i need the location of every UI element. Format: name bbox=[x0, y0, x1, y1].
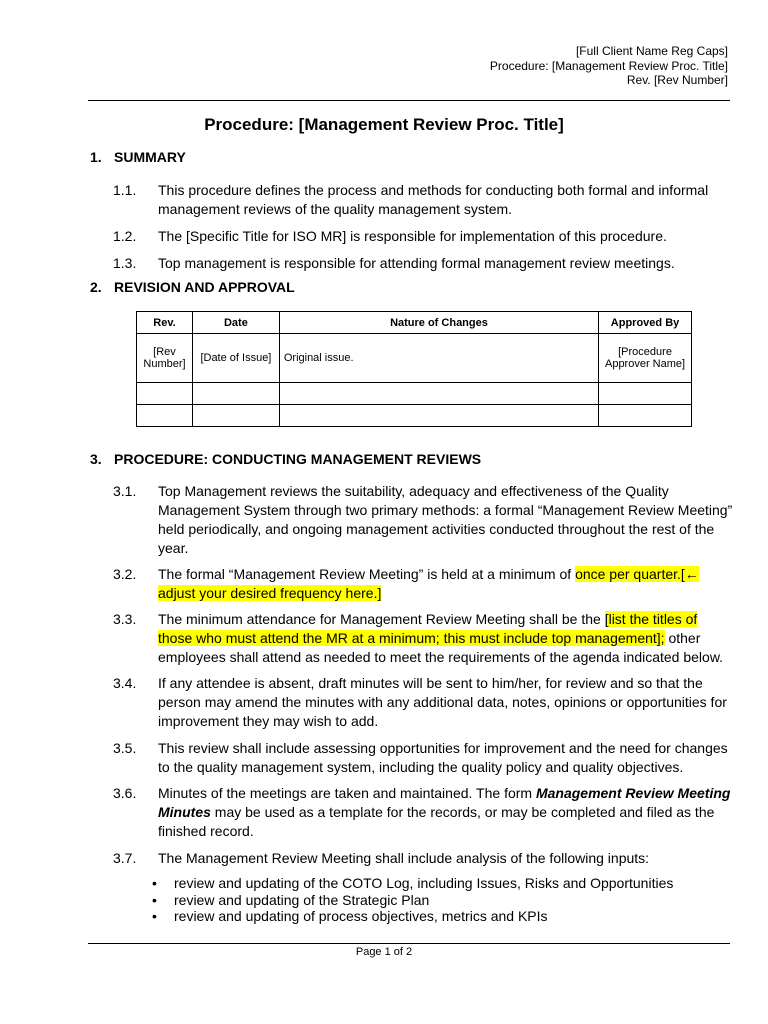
table-row bbox=[137, 334, 692, 383]
inputs-bullet-list bbox=[148, 875, 673, 925]
section-title: PROCEDURE: CONDUCTING MANAGEMENT REVIEWS bbox=[114, 451, 482, 467]
paragraph-text-cont: may be used as a template for the records, or may be completed and filed as the finished record. bbox=[158, 804, 715, 839]
paragraph-number: 3.2. bbox=[113, 566, 137, 582]
table-row bbox=[137, 383, 692, 405]
paragraph-1-2 bbox=[113, 227, 733, 246]
header-revision: Rev. [Rev Number] bbox=[626, 73, 728, 87]
column-header-approved-by: Approved By bbox=[599, 312, 692, 334]
page-number: Page 1 of 2 bbox=[355, 946, 413, 958]
table-row bbox=[137, 405, 692, 427]
paragraph-1-3 bbox=[113, 254, 733, 273]
paragraph-text: The Management Review Meeting shall include analysis of the following inputs: bbox=[158, 850, 650, 866]
cell-nature: Original issue. bbox=[279, 334, 598, 383]
cell-rev: [Rev Number] bbox=[137, 334, 193, 383]
paragraph-3-2 bbox=[113, 565, 733, 603]
section-2-heading bbox=[90, 279, 295, 295]
paragraph-3-6 bbox=[113, 784, 733, 841]
page-header bbox=[490, 44, 728, 88]
header-procedure-title: Procedure: [Management Review Proc. Title] bbox=[489, 58, 728, 73]
section-title: SUMMARY bbox=[114, 149, 186, 165]
paragraph-number: 3.1. bbox=[113, 483, 137, 499]
paragraph-number: 3.3. bbox=[113, 611, 137, 627]
section-title: REVISION AND APPROVAL bbox=[114, 279, 295, 295]
paragraph-number: 1.1. bbox=[113, 182, 137, 198]
paragraph-3-1 bbox=[113, 482, 733, 558]
paragraph-number: 3.6. bbox=[113, 785, 137, 801]
section-3-heading bbox=[90, 451, 481, 467]
paragraph-text: Minutes of the meetings are taken and maintained. The form bbox=[158, 785, 536, 801]
section-number: 1. bbox=[90, 149, 102, 165]
paragraph-number: 1.2. bbox=[113, 228, 137, 244]
paragraph-number: 3.4. bbox=[113, 675, 137, 691]
paragraph-text-cont: other employees shall attend as needed to meet the requirements of the agenda indicated below. bbox=[158, 630, 724, 665]
paragraph-3-3 bbox=[113, 610, 733, 667]
cell-date: [Date of Issue] bbox=[192, 334, 279, 383]
list-item: • review and updating of the COTO Log, including Issues, Risks and Opportunities bbox=[148, 875, 673, 892]
section-1-heading bbox=[90, 149, 186, 165]
paragraph-text: This procedure defines the process and methods for conducting both formal and informal management reviews of the quality management system. bbox=[158, 182, 709, 217]
column-header-nature: Nature of Changes bbox=[279, 312, 598, 334]
header-rule bbox=[88, 100, 730, 101]
paragraph-3-7 bbox=[113, 849, 733, 868]
paragraph-text: Top Management reviews the suitability, adequacy and effectiveness of the Quality Management System through two primary methods: a formal “Management Review Meeting” held periodically, and ongoing management activities conducted throughout the rest of the year. bbox=[158, 483, 733, 556]
paragraph-number: 3.7. bbox=[113, 850, 137, 866]
highlighted-placeholder: [list the titles of those who must attend the MR at a minimum; this must include top management]; bbox=[158, 611, 698, 646]
column-header-date: Date bbox=[192, 312, 279, 334]
column-header-rev: Rev. bbox=[137, 312, 193, 334]
paragraph-text: Top management is responsible for attending formal management review meetings. bbox=[158, 255, 675, 271]
paragraph-text: This review shall include assessing opportunities for improvement and the need for changes to the quality management system, including the quality policy and quality objectives. bbox=[158, 740, 728, 775]
paragraph-text: The minimum attendance for Management Review Meeting shall be the bbox=[158, 611, 605, 627]
document-title: Procedure: [Management Review Proc. Title] bbox=[204, 115, 564, 134]
paragraph-text: The formal “Management Review Meeting” is held at a minimum of bbox=[158, 566, 576, 582]
paragraph-3-4 bbox=[113, 674, 733, 731]
cell-approved-by: [Procedure Approver Name] bbox=[599, 334, 692, 383]
paragraph-number: 1.3. bbox=[113, 255, 137, 271]
section-number: 3. bbox=[90, 451, 102, 467]
revision-table bbox=[136, 311, 692, 427]
footer-rule bbox=[88, 943, 730, 944]
header-client-name: [Full Client Name Reg Caps] bbox=[575, 44, 728, 58]
list-item: • review and updating of the Strategic Plan bbox=[148, 892, 673, 909]
paragraph-3-5 bbox=[113, 739, 733, 777]
highlighted-placeholder: once per quarter.[← adjust your desired frequency here.] bbox=[158, 566, 699, 601]
paragraph-text: The [Specific Title for ISO MR] is responsible for implementation of this procedure. bbox=[158, 228, 667, 244]
section-number: 2. bbox=[90, 279, 102, 295]
paragraph-1-1 bbox=[113, 181, 733, 219]
paragraph-text: If any attendee is absent, draft minutes will be sent to him/her, for review and so that the person may amend the minutes with any additional data, notes, opinions or opportunities for improvement they may wish to add. bbox=[158, 675, 727, 729]
table-header-row bbox=[137, 312, 692, 334]
form-name: Management Review Meeting Minutes bbox=[158, 785, 731, 820]
paragraph-number: 3.5. bbox=[113, 740, 137, 756]
list-item: • review and updating of process objectives, metrics and KPIs bbox=[148, 908, 673, 925]
